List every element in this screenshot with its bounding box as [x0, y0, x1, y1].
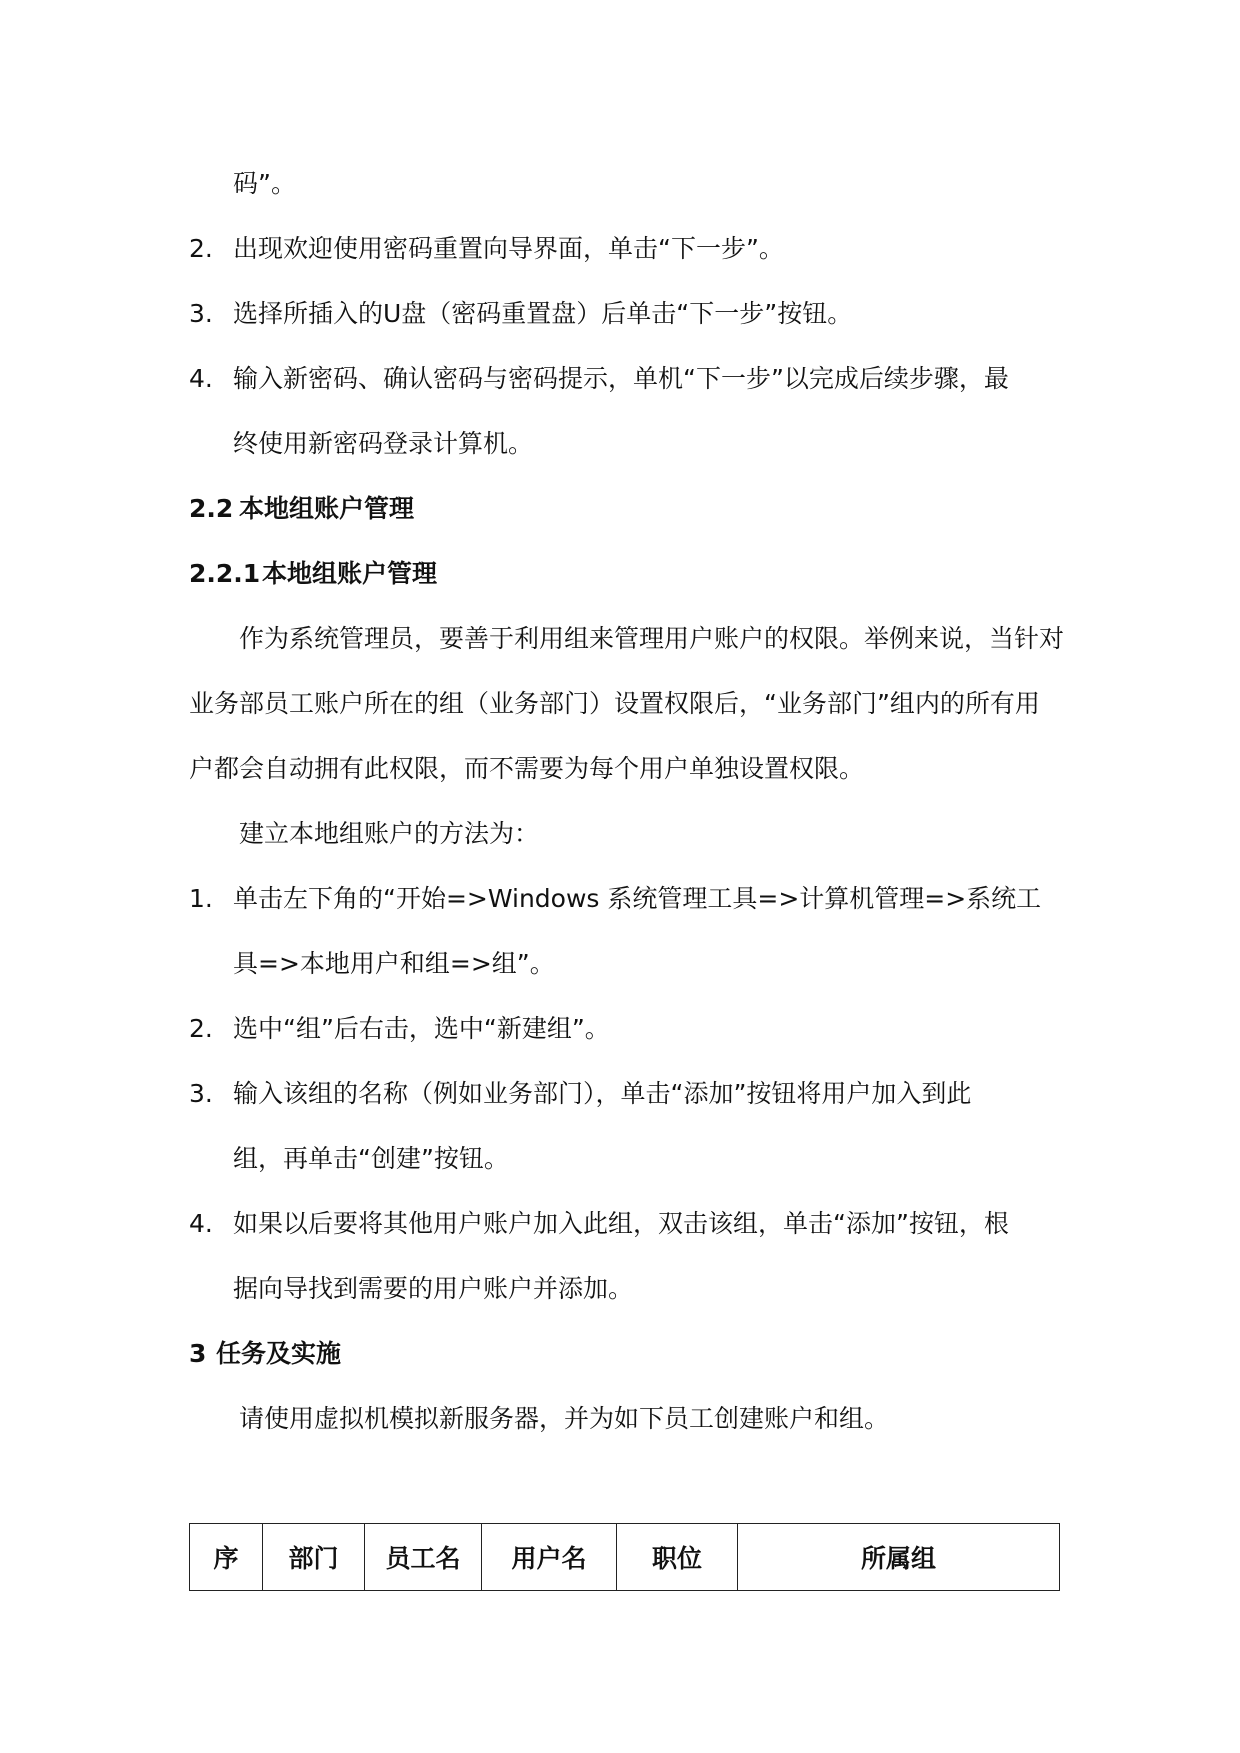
- employee-table: [189, 1523, 1060, 1591]
- heading-title: 本地组账户管理: [239, 494, 415, 523]
- heading-title: 本地组账户管理: [262, 559, 438, 588]
- list-text: 选择所插入的U盘（密码重置盘）后单击“下一步”按钮。: [233, 299, 853, 328]
- list-number: 2.: [189, 234, 213, 263]
- column-header-employee-name: 员工名: [365, 1524, 482, 1591]
- heading-number: 2.2: [189, 494, 234, 523]
- list-number: 2.: [189, 1014, 213, 1043]
- column-header-department: 部门: [263, 1524, 365, 1591]
- list-text: 出现欢迎使用密码重置向导界面，单击“下一步”。: [233, 234, 784, 263]
- paragraph-text: 业务部员工账户所在的组（业务部门）设置权限后，“业务部门”组内的所有用: [189, 689, 1040, 718]
- list-text: 选中“组”后右击，选中“新建组”。: [233, 1014, 610, 1043]
- paragraph-text: 作为系统管理员，要善于利用组来管理用户账户的权限。举例来说，当针对: [239, 624, 1065, 653]
- list-text: 单击左下角的“开始=>Windows 系统管理工具=>计算机管理=>系统工: [233, 884, 1042, 913]
- list-text-continuation: 终使用新密码登录计算机。: [233, 429, 534, 458]
- list-text: 输入新密码、确认密码与密码提示，单机“下一步”以完成后续步骤，最: [233, 364, 1009, 393]
- list-number: 3.: [189, 1079, 213, 1108]
- list-number: 1.: [189, 884, 213, 913]
- column-header-username: 用户名: [482, 1524, 617, 1591]
- list-text-continuation: 组，再单击“创建”按钮。: [233, 1144, 509, 1173]
- heading-number: 3: [189, 1339, 207, 1368]
- list-text: 输入该组的名称（例如业务部门），单击“添加”按钮将用户加入到此: [233, 1079, 972, 1108]
- column-header-position: 职位: [617, 1524, 738, 1591]
- list-number: 4.: [189, 1209, 213, 1238]
- paragraph-text: 建立本地组账户的方法为：: [239, 819, 540, 848]
- paragraph-text: 户都会自动拥有此权限，而不需要为每个用户单独设置权限。: [189, 754, 865, 783]
- heading-number: 2.2.1: [189, 559, 261, 588]
- table-header-row: [190, 1524, 1060, 1591]
- paragraph-text: 请使用虚拟机模拟新服务器，并为如下员工创建账户和组。: [239, 1404, 890, 1433]
- column-header-group: 所属组: [738, 1524, 1060, 1591]
- column-header-index: 序: [190, 1524, 263, 1591]
- list-number: 3.: [189, 299, 213, 328]
- list-text: 如果以后要将其他用户账户加入此组，双击该组，单击“添加”按钮，根: [233, 1209, 1009, 1238]
- heading-title: 任务及实施: [216, 1339, 342, 1368]
- list-text-continuation: 具=>本地用户和组=>组”。: [233, 949, 555, 978]
- list-text-continuation: 据向导找到需要的用户账户并添加。: [233, 1274, 634, 1303]
- step-continuation: 码”。: [233, 169, 296, 198]
- list-number: 4.: [189, 364, 213, 393]
